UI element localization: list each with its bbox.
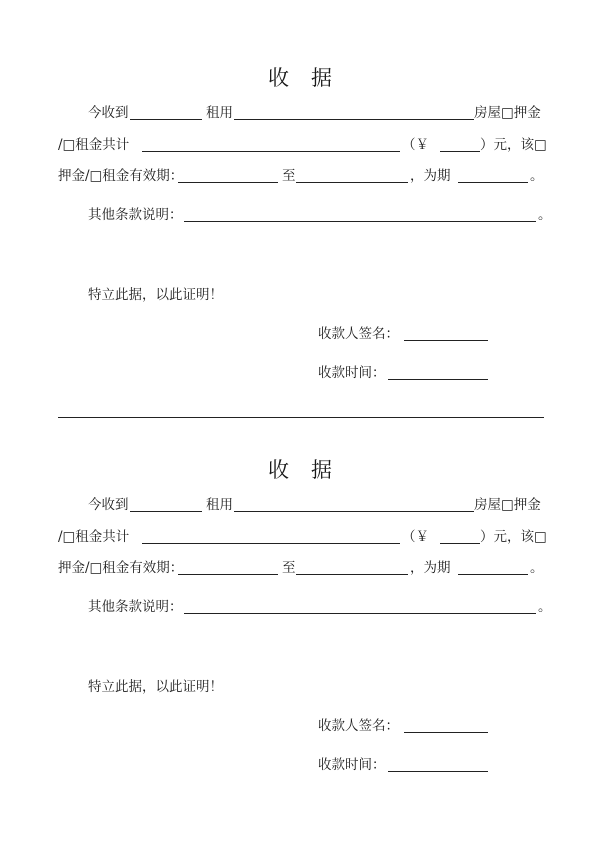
payment-time-field[interactable] (388, 771, 488, 772)
period-field[interactable] (458, 182, 528, 183)
payee-signature-label: 收款人签名： (318, 326, 399, 342)
statement-text: 特立此据，以此证明！ (88, 287, 223, 303)
to-label: 至 (282, 168, 296, 184)
amount-figure-field[interactable] (440, 151, 480, 152)
start-date-field[interactable] (178, 574, 278, 575)
amount-close-label: ）元，该□ (480, 529, 547, 545)
payee-signature-label: 收款人签名： (318, 718, 399, 734)
total-amount-line (0, 527, 600, 547)
payment-time-label: 收款时间： (318, 365, 386, 381)
receipt-title (0, 62, 600, 92)
other-terms-label: 其他条款说明： (88, 599, 183, 615)
payer-name-field[interactable] (130, 511, 202, 512)
amount-open-label: （￥ (402, 137, 429, 153)
rent-label: 租用 (206, 105, 233, 121)
receipt-title (0, 454, 600, 484)
statement-line (0, 285, 600, 305)
statement-line (0, 677, 600, 697)
payee-signature-field[interactable] (404, 732, 488, 733)
amount-words-field[interactable] (142, 151, 400, 152)
received-from-label: 今收到 (88, 105, 129, 121)
payer-name-field[interactable] (130, 119, 202, 120)
amount-figure-field[interactable] (440, 543, 480, 544)
received-from-line (0, 103, 600, 123)
validity-label: 押金/□租金有效期： (58, 168, 184, 184)
payee-signature-field[interactable] (404, 340, 488, 341)
property-field[interactable] (234, 119, 474, 120)
received-from-label: 今收到 (88, 497, 129, 513)
receipt-bottom (0, 392, 600, 792)
payee-signature-line (0, 716, 600, 736)
other-terms-end-mark: 。 (538, 599, 552, 615)
period-label: ，为期 (410, 560, 451, 576)
validity-line (0, 558, 600, 578)
validity-label: 押金/□租金有效期： (58, 560, 184, 576)
title-char-1: 收 (268, 458, 289, 482)
other-terms-field[interactable] (184, 221, 536, 222)
amount-words-field[interactable] (142, 543, 400, 544)
other-terms-line (0, 205, 600, 225)
period-end-mark: 。 (530, 560, 544, 576)
payment-time-line (0, 363, 600, 383)
title-char-2: 据 (311, 66, 332, 90)
other-terms-label: 其他条款说明： (88, 207, 183, 223)
period-end-mark: 。 (530, 168, 544, 184)
other-terms-end-mark: 。 (538, 207, 552, 223)
to-label: 至 (282, 560, 296, 576)
period-label: ，为期 (410, 168, 451, 184)
rent-label: 租用 (206, 497, 233, 513)
validity-line (0, 166, 600, 186)
amount-close-label: ）元，该□ (480, 137, 547, 153)
receipt-top (0, 0, 600, 400)
period-field[interactable] (458, 574, 528, 575)
payment-time-label: 收款时间： (318, 757, 386, 773)
property-field[interactable] (234, 511, 474, 512)
end-date-field[interactable] (296, 574, 408, 575)
rent-total-label: /□租金共计 (58, 529, 130, 545)
start-date-field[interactable] (178, 182, 278, 183)
other-terms-line (0, 597, 600, 617)
amount-open-label: （￥ (402, 529, 429, 545)
title-char-1: 收 (268, 66, 289, 90)
payment-time-field[interactable] (388, 379, 488, 380)
statement-text: 特立此据，以此证明！ (88, 679, 223, 695)
end-date-field[interactable] (296, 182, 408, 183)
house-deposit-label: 房屋□押金 (474, 105, 541, 121)
house-deposit-label: 房屋□押金 (474, 497, 541, 513)
rent-total-label: /□租金共计 (58, 137, 130, 153)
total-amount-line (0, 135, 600, 155)
payment-time-line (0, 755, 600, 775)
payee-signature-line (0, 324, 600, 344)
other-terms-field[interactable] (184, 613, 536, 614)
title-char-2: 据 (311, 458, 332, 482)
received-from-line (0, 495, 600, 515)
